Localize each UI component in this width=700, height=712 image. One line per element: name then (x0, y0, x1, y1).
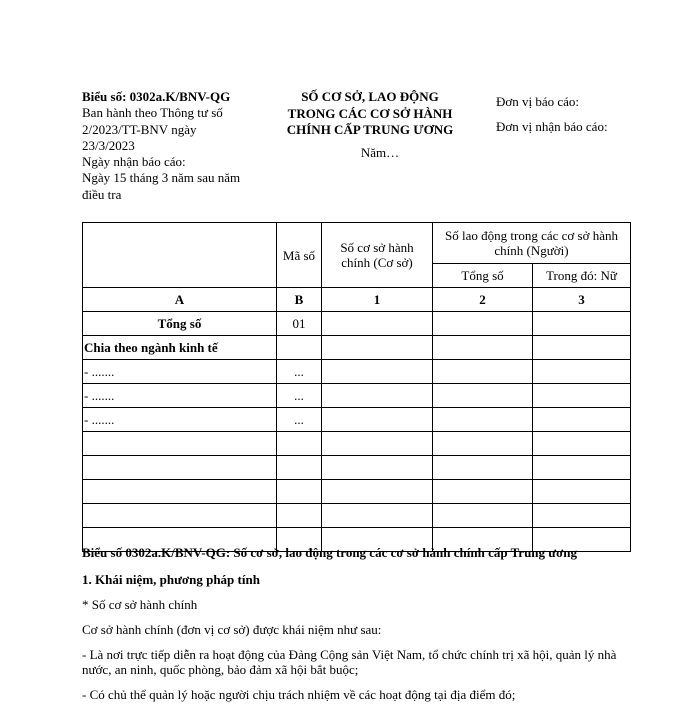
issued-line-2: 2/2023/TT-BNV ngày (82, 121, 197, 137)
item-code: ... (277, 408, 322, 432)
table-cell (533, 456, 631, 480)
index-1: 1 (322, 288, 433, 312)
receive-date-line-1: Ngày 15 tháng 3 năm sau năm (82, 170, 241, 186)
table-cell (433, 504, 533, 528)
table-cell (277, 432, 322, 456)
table-cell (433, 432, 533, 456)
notes-paragraph: Cơ sở hành chính (đơn vị cơ sở) được khái niệm như sau: (82, 622, 382, 637)
table-cell (433, 360, 533, 384)
item-label: - ....... (83, 408, 277, 432)
table-cell (533, 360, 631, 384)
table-cell (83, 480, 277, 504)
table-cell (533, 432, 631, 456)
title-line-2: TRONG CÁC CƠ SỞ HÀNH (287, 105, 453, 121)
notes-section-heading: 1. Khái niệm, phương pháp tính (82, 572, 260, 587)
table-cell (533, 408, 631, 432)
table-cell (322, 456, 433, 480)
table-cell (322, 480, 433, 504)
total-label: Tổng số (83, 312, 277, 336)
header-code: Mã số (277, 223, 322, 288)
table-row-item (83, 408, 631, 432)
table-cell (277, 336, 322, 360)
table-cell (433, 384, 533, 408)
table-cell (433, 408, 533, 432)
header-cell-blank (83, 223, 277, 288)
table-row-total (83, 312, 631, 336)
reporting-unit-label: Đơn vị báo cáo: (496, 94, 580, 109)
receiving-unit-label: Đơn vị nhận báo cáo: (496, 119, 608, 134)
table-cell (322, 408, 433, 432)
table-row-empty (83, 504, 631, 528)
table-cell (277, 504, 322, 528)
table-cell (322, 336, 433, 360)
table-cell (533, 312, 631, 336)
table-cell (433, 312, 533, 336)
item-label: - ....... (83, 360, 277, 384)
table-index-row (83, 288, 631, 312)
table-cell (433, 336, 533, 360)
table-cell (533, 384, 631, 408)
item-code: ... (277, 384, 322, 408)
table-row-item (83, 360, 631, 384)
table-cell (433, 456, 533, 480)
table-row-breakdown (83, 336, 631, 360)
title-line-3: CHÍNH CẤP TRUNG ƯƠNG (286, 122, 454, 137)
index-2: 2 (433, 288, 533, 312)
breakdown-label: Chia theo ngành kinh tế (83, 336, 277, 360)
index-a: A (83, 288, 277, 312)
report-year: Năm… (360, 145, 400, 160)
form-info-block (82, 89, 272, 203)
unit-block (496, 89, 696, 139)
form-code: Biểu số: 0302a.K/BNV-QG (82, 89, 231, 104)
table-cell (322, 360, 433, 384)
issued-line-3: 23/3/2023 (82, 137, 135, 153)
receive-date-label: Ngày nhận báo cáo: (82, 154, 186, 170)
table-cell (322, 312, 433, 336)
notes-title: Biểu số 0302a.K/BNV-QG: Số cơ sở, lao động trong các cơ sở hành chính cấp Trung ương (82, 545, 578, 560)
table-header-row-1 (83, 223, 631, 264)
notes-bullet-2: - Có chủ thể quản lý hoặc người chịu trách nhiệm về các hoạt động tại địa điểm đó; (82, 687, 516, 702)
table-cell (83, 432, 277, 456)
table-cell (322, 504, 433, 528)
notes-bullet-1: - Là nơi trực tiếp diễn ra hoạt động của Đảng Cộng sản Việt Nam, tổ chức chính trị xã hội, quản lý nhà nước, an ninh, quốc phòng, bảo đảm xã hội bắt buộc; (82, 647, 617, 677)
receive-date-line-2: điều tra (82, 186, 122, 202)
header-female: Trong đó: Nữ (533, 264, 631, 288)
item-code: ... (277, 360, 322, 384)
header-workers-group: Số lao động trong các cơ sở hành chính (Người) (433, 223, 631, 264)
header-establishments: Số cơ sở hành chính (Cơ sở) (322, 223, 433, 288)
header-total: Tổng số (433, 264, 533, 288)
table-cell (433, 480, 533, 504)
table-cell (533, 504, 631, 528)
report-title (270, 89, 470, 139)
table-cell (277, 456, 322, 480)
table-cell (83, 504, 277, 528)
table-cell (533, 480, 631, 504)
table-row-item (83, 384, 631, 408)
total-code: 01 (277, 312, 322, 336)
notes-subheading: * Số cơ sở hành chính (82, 597, 198, 612)
table-row-empty (83, 480, 631, 504)
table-cell (533, 336, 631, 360)
table-cell (322, 432, 433, 456)
table-cell (83, 456, 277, 480)
table-cell (277, 480, 322, 504)
table-row-empty (83, 432, 631, 456)
title-line-1: SỐ CƠ SỞ, LAO ĐỘNG (301, 89, 439, 104)
table-row-empty (83, 456, 631, 480)
item-label: - ....... (83, 384, 277, 408)
notes-section (82, 545, 622, 712)
index-b: B (277, 288, 322, 312)
report-table (82, 222, 631, 552)
index-3: 3 (533, 288, 631, 312)
table-cell (322, 384, 433, 408)
issued-line-1: Ban hành theo Thông tư số (82, 105, 223, 121)
